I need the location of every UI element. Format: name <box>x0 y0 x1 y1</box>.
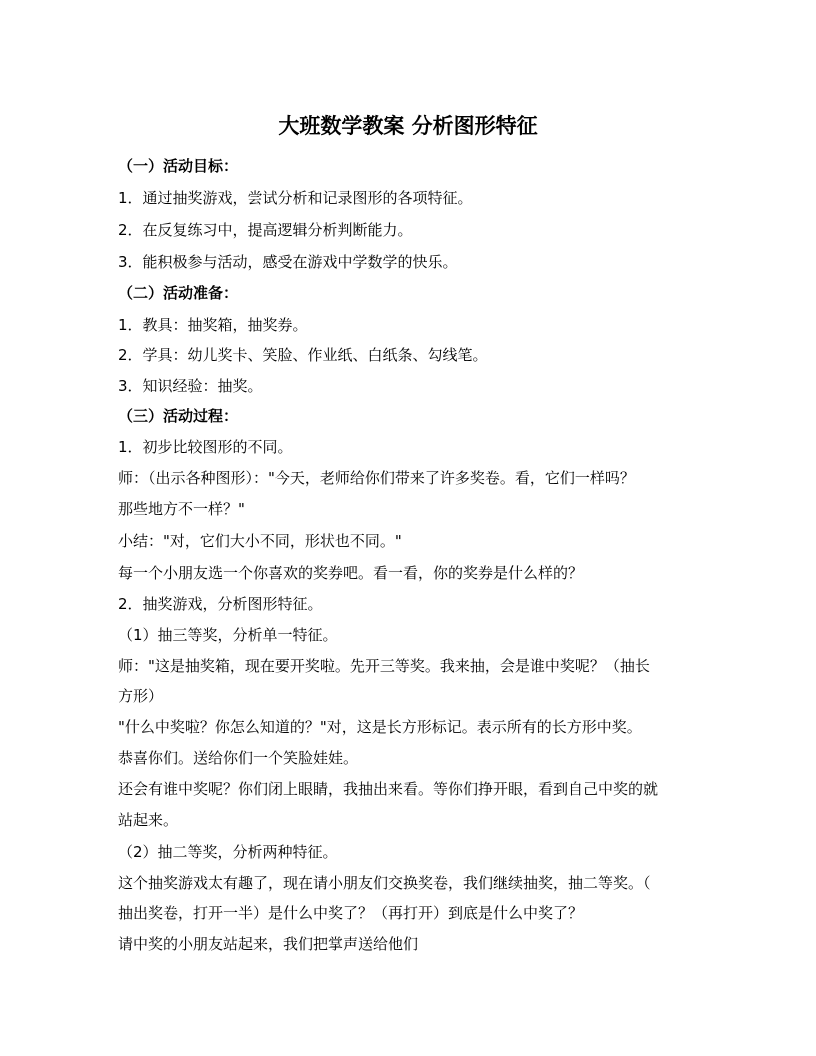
document-title: 大班数学教案 分析图形特征 <box>278 113 538 138</box>
text-line: 请中奖的小朋友站起来，我们把掌声送给他们 <box>118 935 419 953</box>
text-line: 站起来。 <box>118 811 179 829</box>
section-heading-preparation: （二）活动准备： <box>118 284 239 302</box>
text-line: 小结："对，它们大小不同，形状也不同。" <box>118 532 402 550</box>
text-line: 恭喜你们。送给你们一个笑脸娃娃。 <box>118 749 359 767</box>
text-line: 1．初步比较图形的不同。 <box>118 438 293 456</box>
text-line: （1）抽三等奖，分析单一特征。 <box>118 626 338 644</box>
section-heading-goals: （一）活动目标： <box>118 157 239 175</box>
text-line: "什么中奖啦？你怎么知道的？"对，这是长方形标记。表示所有的长方形中奖。 <box>118 718 642 736</box>
text-line: 抽出奖卷，打开一半）是什么中奖了？（再打开）到底是什么中奖了？ <box>118 904 584 922</box>
text-line: 师："这是抽奖箱，现在要开奖啦。先开三等奖。我来抽，会是谁中奖呢？（抽长 <box>118 657 650 675</box>
text-line: 1．教具：抽奖箱，抽奖券。 <box>118 316 308 334</box>
text-line: 方形） <box>118 687 164 705</box>
section-heading-process: （三）活动过程： <box>118 407 239 425</box>
text-line: 1．通过抽奖游戏，尝试分析和记录图形的各项特征。 <box>118 189 473 207</box>
text-line: 2．在反复练习中，提高逻辑分析判断能力。 <box>118 221 413 239</box>
text-line: 还会有谁中奖呢？你们闭上眼睛，我抽出来看。等你们挣开眼，看到自己中奖的就 <box>118 780 659 798</box>
text-line: （2）抽二等奖，分析两种特征。 <box>118 843 338 861</box>
text-line: 2．抽奖游戏，分析图形特征。 <box>118 595 323 613</box>
text-line: 3．知识经验：抽奖。 <box>118 377 263 395</box>
text-line: 2．学具：幼儿奖卡、笑脸、作业纸、白纸条、勾线笔。 <box>118 346 488 364</box>
text-line: 每一个小朋友选一个你喜欢的奖券吧。看一看，你的奖券是什么样的？ <box>118 564 584 582</box>
text-line: 3．能积极参与活动，感受在游戏中学数学的快乐。 <box>118 253 458 271</box>
text-line: 那些地方不一样？" <box>118 500 245 518</box>
text-line: 师：（出示各种图形）："今天，老师给你们带来了许多奖卷。看，它们一样吗？ <box>118 469 635 487</box>
text-line: 这个抽奖游戏太有趣了，现在请小朋友们交换奖卷，我们继续抽奖，抽二等奖。（ <box>118 874 651 892</box>
